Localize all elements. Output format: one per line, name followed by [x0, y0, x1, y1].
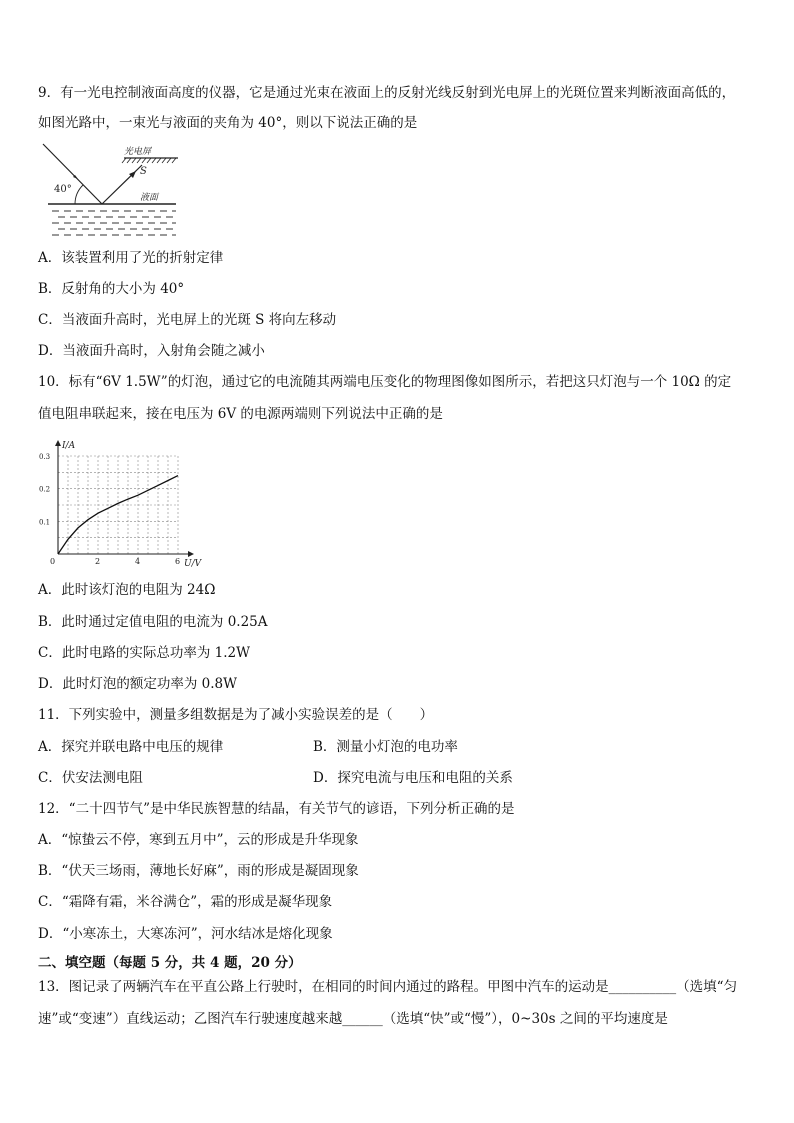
q13-stem-line2: 速”或“变速”）直线运动；乙图汽车行驶速度越来越______（选填“快”或“慢”），0~30s 之间的平均速度是: [38, 1011, 668, 1027]
q11-option-c: C．伏安法测电阻: [38, 770, 143, 786]
x-axis-arrow: [188, 551, 194, 557]
x-tick-label: 2: [95, 557, 101, 566]
q10-iu-chart: [38, 434, 202, 574]
q12-stem: 12．“二十四节气”是中华民族智慧的结晶，有关节气的谚语，下列分析正确的是: [38, 801, 515, 817]
y-tick-label: 0.2: [39, 485, 51, 494]
q10-option-d: D．此时灯泡的额定功率为 0.8W: [38, 676, 237, 692]
liquid-dashes: [52, 211, 176, 235]
spot-label: S: [140, 166, 147, 177]
angle-label: 40°: [54, 184, 72, 195]
q11-stem: 11．下列实验中，测量多组数据是为了减小实验误差的是（ ）: [38, 707, 434, 723]
x-tick-label: 6: [175, 557, 181, 566]
section2-heading: 二、填空题（每题 5 分，共 4 题，20 分）: [38, 955, 302, 971]
q9-option-c: C．当液面升高时，光电屏上的光斑 S 将向左移动: [38, 312, 337, 328]
q10-option-c: C．此时电路的实际总功率为 1.2W: [38, 645, 250, 661]
q12-option-a: A．“惊蛰云不停，寒到五月中”，云的形成是升华现象: [38, 832, 359, 848]
y-axis-label: I/A: [62, 441, 76, 451]
q10-option-a: A．此时该灯泡的电阻为 24Ω: [38, 582, 216, 598]
q12-option-b: B．“伏天三场雨，薄地长好麻”，雨的形成是凝固现象: [38, 863, 359, 879]
q9-option-a: A．该装置利用了光的折射定律: [38, 250, 224, 266]
q9-stem-line1: 9．有一光电控制液面高度的仪器，它是通过光束在液面上的反射光线反射到光电屏上的光斑位置来判断液面高低的，: [38, 85, 736, 101]
screen-hatch: [122, 158, 176, 163]
q9-optics-figure: [38, 140, 188, 242]
q9-optics-diagram: [38, 140, 188, 238]
angle-arc: [75, 185, 83, 204]
y-axis-arrow: [55, 440, 61, 446]
q11-option-d: D．探究电流与电压和电阻的关系: [313, 770, 513, 786]
q13-stem-line1: 13．图记录了两辆汽车在平直公路上行驶时，在相同的时间内通过的路程。甲图中汽车的运动是__________（选填“匀: [38, 979, 738, 995]
x-tick-label: 4: [135, 557, 141, 566]
origin-label: 0: [50, 557, 56, 566]
q9-option-d: D．当液面升高时，入射角会随之减小: [38, 343, 265, 359]
screen-label: 光电屏: [124, 147, 152, 157]
q12-option-c: C．“霜降有霜，米谷满仓”，霜的形成是凝华现象: [38, 894, 333, 910]
q10-stem-line2: 值电阻串联起来，接在电压为 6V 的电源两端则下列说法中正确的是: [38, 406, 443, 422]
y-tick-label: 0.1: [39, 518, 51, 527]
series-line-I-U: [58, 476, 178, 554]
q9-stem-line2: 如图光路中，一束光与液面的夹角为 40°，则以下说法正确的是: [38, 115, 418, 131]
q10-option-b: B．此时通过定值电阻的电流为 0.25A: [38, 614, 268, 630]
q11-option-b: B．测量小灯泡的电功率: [313, 739, 458, 755]
q10-stem-line1: 10．标有“6V 1.5W”的灯泡，通过它的电流随其两端电压变化的物理图像如图所示，若把这只灯泡与一个 10Ω 的定: [38, 374, 732, 390]
x-axis-label: U/V: [184, 559, 202, 569]
q12-option-d: D．“小寒冻土，大寒冻河”，河水结冰是熔化现象: [38, 926, 333, 942]
q9-option-b: B．反射角的大小为 40°: [38, 281, 185, 297]
y-tick-label: 0.3: [39, 453, 51, 461]
reflected-ray: [102, 165, 142, 204]
incident-ray: [43, 144, 102, 204]
iu-chart-svg: [38, 434, 202, 570]
liquid-label: 液面: [140, 193, 159, 203]
q11-option-a: A．探究并联电路中电压的规律: [38, 739, 224, 755]
